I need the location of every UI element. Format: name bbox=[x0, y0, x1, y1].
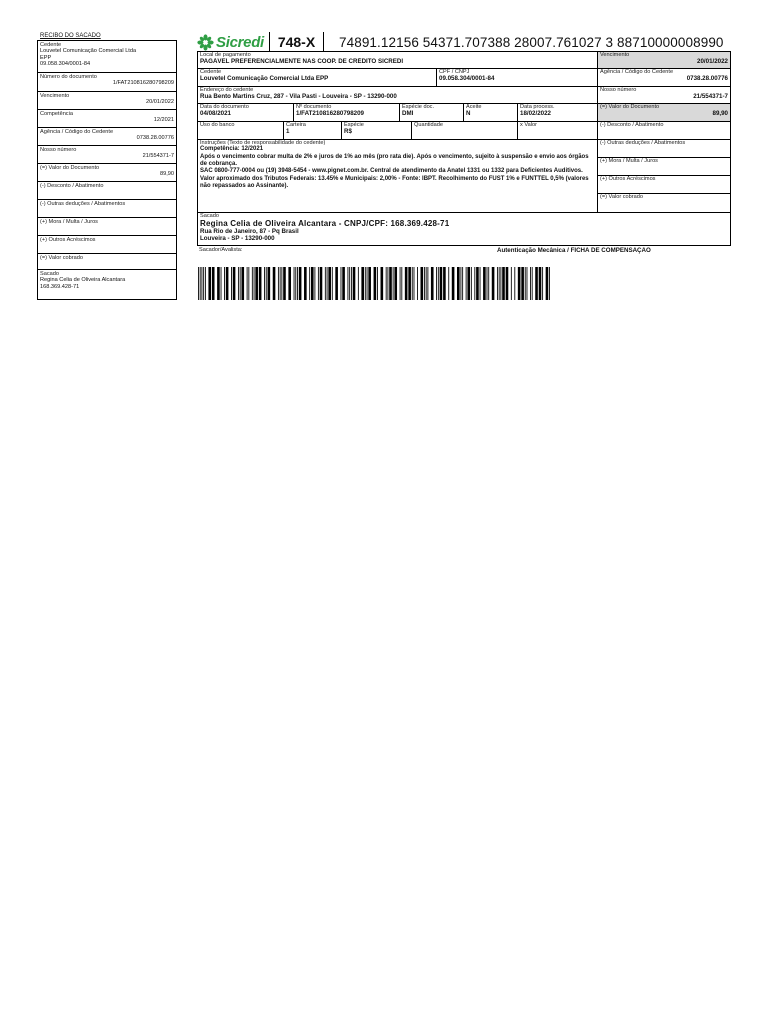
receipt-competencia bbox=[38, 110, 176, 128]
barcode-bar bbox=[295, 267, 296, 300]
barcode-bar bbox=[511, 267, 512, 300]
especie-label: Espécie bbox=[344, 122, 364, 128]
barcode-bar bbox=[514, 267, 515, 300]
barcode-bar bbox=[499, 267, 500, 300]
barcode-bar bbox=[502, 267, 505, 300]
barcode-bar bbox=[535, 267, 538, 300]
barcode-bar bbox=[351, 267, 352, 300]
barcode-bar bbox=[438, 267, 439, 300]
barcode-bar bbox=[539, 267, 542, 300]
data-processamento-value: 18/02/2022 bbox=[520, 110, 551, 118]
cpf-cnpj-cell bbox=[437, 69, 598, 86]
data-documento-cell bbox=[198, 104, 294, 121]
sacado-nome: Regina Celia de Oliveira Alcantara - CNPJ/CPF: 168.369.428-71 bbox=[200, 219, 450, 229]
barcode-bar bbox=[476, 267, 479, 300]
barcode-bar bbox=[318, 267, 319, 300]
barcode-bar bbox=[417, 267, 418, 300]
row-documento bbox=[198, 104, 730, 122]
barcode-bar bbox=[226, 267, 229, 300]
barcode-bar bbox=[221, 267, 222, 300]
barcode-bar bbox=[374, 267, 377, 300]
barcode-bar bbox=[248, 267, 249, 300]
row-cedente bbox=[198, 69, 730, 87]
barcode-bar bbox=[224, 267, 225, 300]
barcode-bar bbox=[460, 267, 461, 300]
especie-cell bbox=[342, 122, 412, 139]
barcode-bar bbox=[240, 267, 241, 300]
numero-documento-cell bbox=[294, 104, 400, 121]
barcode-bar bbox=[320, 267, 323, 300]
autenticacao-label: Autenticação Mecânica / FICHA DE COMPENSAÇÃO bbox=[497, 247, 651, 254]
barcode-bar bbox=[365, 267, 366, 300]
barcode-bar bbox=[521, 267, 524, 300]
barcode-bar bbox=[424, 267, 425, 300]
payment-slip bbox=[197, 32, 731, 255]
aceite-value: N bbox=[466, 110, 471, 118]
barcode-bar bbox=[386, 267, 387, 300]
receipt-valor-documento-label: (=) Valor do Documento bbox=[40, 165, 100, 171]
endereco-label: Endereço do cedente bbox=[200, 87, 254, 93]
barcode-bar bbox=[255, 267, 258, 300]
barcode-bar bbox=[389, 267, 392, 300]
barcode-bar bbox=[492, 267, 495, 300]
barcode-bar bbox=[530, 267, 531, 300]
barcode-bar bbox=[347, 267, 348, 300]
row-endereco bbox=[198, 87, 730, 104]
barcode-bar bbox=[278, 267, 279, 300]
barcode-bar bbox=[252, 267, 253, 300]
cedente-value: Louvetel Comunicação Comercial Ltda EPP bbox=[200, 75, 329, 83]
x-valor-label: x Valor bbox=[520, 122, 537, 128]
barcode-bar bbox=[542, 267, 543, 300]
barcode-bar bbox=[527, 267, 528, 300]
data-processamento-cell bbox=[518, 104, 598, 121]
valor-cobrado-label: (=) Valor cobrado bbox=[600, 194, 643, 200]
barcode-bar bbox=[203, 267, 204, 300]
barcode-bar bbox=[546, 267, 549, 300]
barcode-bar bbox=[311, 267, 314, 300]
receipt-title: RECIBO DO SACADO bbox=[40, 33, 101, 39]
quantidade-label: Quantidade bbox=[414, 122, 443, 128]
barcode-bar bbox=[259, 267, 262, 300]
receipt-valor-documento bbox=[38, 164, 176, 182]
receipt-stub bbox=[37, 32, 177, 300]
barcode-bar bbox=[309, 267, 310, 300]
barcode-bar bbox=[231, 267, 232, 300]
carteira-value: 1 bbox=[286, 128, 290, 136]
outras-deducoes-cell bbox=[598, 140, 730, 158]
especie-value: R$ bbox=[344, 128, 352, 136]
barcode-bar bbox=[304, 267, 307, 300]
barcode-bar bbox=[487, 267, 488, 300]
agencia-value: 0738.28.00776 bbox=[686, 75, 728, 83]
vencimento-label: Vencimento bbox=[600, 52, 630, 58]
outras-deducoes-label: (-) Outras deduções / Abatimentos bbox=[600, 140, 686, 146]
receipt-cedente-label: Cedente bbox=[40, 42, 62, 48]
receipt-cedente-line: 09.058.304/0001-84 bbox=[40, 61, 91, 68]
barcode-bar bbox=[474, 267, 475, 300]
aceite-label: Aceite bbox=[466, 104, 482, 110]
receipt-outras-deducoes-label: (-) Outras deduções / Abatimentos bbox=[40, 201, 126, 207]
sicredi-logo bbox=[197, 33, 264, 51]
receipt-agencia bbox=[38, 128, 176, 146]
outros-acrescimos-cell bbox=[598, 176, 730, 194]
sacado-endereco-2: Louveira - SP - 13290-000 bbox=[200, 235, 275, 243]
receipt-sacado-label: Sacado bbox=[40, 271, 59, 277]
barcode-bar bbox=[212, 267, 215, 300]
vencimento-cell bbox=[598, 52, 730, 68]
barcode-bar bbox=[314, 267, 315, 300]
barcode-bar bbox=[335, 267, 338, 300]
barcode-bar bbox=[440, 267, 443, 300]
slip-header bbox=[197, 32, 731, 52]
carteira-cell bbox=[284, 122, 342, 139]
barcode-bar bbox=[325, 267, 326, 300]
receipt-competencia-value: 12/2021 bbox=[153, 117, 174, 124]
uso-banco-cell bbox=[198, 122, 284, 139]
barcode-bar bbox=[266, 267, 267, 300]
barcode-bar bbox=[462, 267, 463, 300]
receipt-nosso-numero-value: 21/554371-7 bbox=[142, 153, 174, 160]
barcode-bar bbox=[401, 267, 402, 300]
barcode-bar bbox=[488, 267, 489, 300]
data-processamento-label: Data process. bbox=[520, 104, 555, 110]
barcode-bar bbox=[198, 267, 199, 300]
receipt-outros-acrescimos-label: (+) Outros Acréscimos bbox=[40, 237, 96, 243]
barcode-bar bbox=[405, 267, 408, 300]
receipt-desconto-label: (-) Desconto / Abatimento bbox=[40, 183, 104, 189]
barcode-bar bbox=[208, 267, 211, 300]
receipt-sacado bbox=[38, 270, 176, 299]
quantidade-cell bbox=[412, 122, 518, 139]
cedente-cell bbox=[198, 69, 437, 86]
receipt-cedente-line: EPP bbox=[40, 54, 52, 61]
barcode-bar bbox=[233, 267, 236, 300]
receipt-numero-documento-label: Número do documento bbox=[40, 74, 97, 80]
numero-documento-label: Nº documento bbox=[296, 104, 332, 110]
receipt-mora-label: (+) Mora / Multa / Juros bbox=[40, 219, 98, 225]
row-uso-banco bbox=[198, 122, 730, 140]
barcode-bar bbox=[483, 267, 486, 300]
sacado-label: Sacado bbox=[200, 213, 219, 219]
barcode-bar bbox=[436, 267, 437, 300]
receipt-competencia-label: Competência bbox=[40, 111, 73, 117]
barcode-bar bbox=[299, 267, 302, 300]
barcode bbox=[198, 267, 550, 300]
barcode-bar bbox=[408, 267, 411, 300]
instrucoes-cell bbox=[198, 140, 598, 212]
digitable-line: 74891.12156 54371.707388 28007.761027 3 88710000008990 bbox=[339, 35, 724, 50]
barcode-bar bbox=[368, 267, 371, 300]
barcode-bar bbox=[400, 267, 401, 300]
desconto-label: (-) Desconto / Abatimento bbox=[600, 122, 664, 128]
barcode-bar bbox=[332, 267, 333, 300]
barcode-bar bbox=[268, 267, 271, 300]
desconto-cell bbox=[598, 122, 730, 139]
receipt-desconto bbox=[38, 182, 176, 200]
aceite-cell bbox=[464, 104, 518, 121]
receipt-agencia-value: 0738.28.00776 bbox=[136, 135, 174, 142]
receipt-nosso-numero-label: Nosso número bbox=[40, 147, 77, 153]
barcode-bar bbox=[466, 267, 467, 300]
barcode-bar bbox=[381, 267, 384, 300]
cpf-cnpj-label: CPF / CNPJ bbox=[439, 69, 470, 75]
barcode-bar bbox=[294, 267, 295, 300]
barcode-bar bbox=[394, 267, 397, 300]
local-pagamento-cell bbox=[198, 52, 598, 68]
barcode-bar bbox=[280, 267, 281, 300]
agencia-label: Agência / Código do Cedente bbox=[600, 69, 674, 75]
slip-grid bbox=[197, 52, 731, 246]
receipt-valor-cobrado-label: (=) Valor cobrado bbox=[40, 255, 83, 261]
carteira-label: Carteira bbox=[286, 122, 306, 128]
sicredi-logo-text: Sicredi bbox=[216, 33, 264, 51]
receipt-cedente-line: Louvetel Comunicação Comercial Ltda bbox=[40, 48, 137, 55]
valor-documento-label: (=) Valor do Documento bbox=[600, 104, 660, 110]
instrucoes-text: Competência: 12/2021 Após o vencimento cobrar multa de 2% e juros de 1% ao mês (pro rata die). Após o vencimento, sujeito à suspensão e envio aos órgãos de cobrança. SAC 0800-777-0004 ou (19) 3948-5454 - www.pignet.com.br. Central de atendimento da Anatel 1331 ou 1332 para Deficientes Auditivos. Valor aproximado dos Tributos Federais: 13.45% e Municipais: 2,00% - Fonte: IBPT. Recolhimento do FUST 1% e FUNTTEL 0,5% (valores não repassados ao Assinante). bbox=[200, 146, 589, 189]
receipt-vencimento bbox=[38, 92, 176, 110]
mora-label: (+) Mora / Multa / Juros bbox=[600, 158, 658, 164]
barcode-bar bbox=[200, 267, 201, 300]
barcode-bar bbox=[328, 267, 331, 300]
receipt-nosso-numero bbox=[38, 146, 176, 164]
barcode-bar bbox=[377, 267, 378, 300]
barcode-bar bbox=[201, 267, 202, 300]
receipt-cedente bbox=[38, 41, 176, 73]
instrucoes-label: Instruções (Texto de responsabilidade do cedente) bbox=[200, 140, 326, 146]
receipt-numero-documento-value: 1/FAT210816280798209 bbox=[112, 80, 174, 87]
nosso-numero-label: Nosso número bbox=[600, 87, 637, 93]
receipt-outras-deducoes bbox=[38, 200, 176, 218]
receipt-box bbox=[37, 40, 177, 300]
nosso-numero-cell bbox=[598, 87, 730, 103]
barcode-bar bbox=[497, 267, 498, 300]
barcode-bar bbox=[241, 267, 244, 300]
especie-doc-value: DMI bbox=[402, 110, 414, 118]
barcode-bar bbox=[283, 267, 286, 300]
barcode-bar bbox=[205, 267, 206, 300]
x-valor-cell bbox=[518, 122, 598, 139]
barcode-bar bbox=[457, 267, 460, 300]
barcode-bar bbox=[506, 267, 509, 300]
receipt-vencimento-label: Vencimento bbox=[40, 93, 70, 99]
barcode-bar bbox=[387, 267, 388, 300]
bank-code: 748-X bbox=[269, 32, 324, 52]
mora-cell bbox=[598, 158, 730, 176]
receipt-vencimento-value: 20/01/2022 bbox=[146, 99, 174, 106]
sacado-endereco-1: Rua Rio de Janeiro, 87 - Pq Brasil bbox=[200, 228, 299, 236]
barcode-bar bbox=[341, 267, 342, 300]
barcode-bar bbox=[525, 267, 526, 300]
especie-doc-label: Espécie doc. bbox=[402, 104, 435, 110]
barcode-bar bbox=[471, 267, 472, 300]
receipt-agencia-label: Agência / Código do Cedente bbox=[40, 129, 114, 135]
barcode-bar bbox=[500, 267, 501, 300]
barcode-bar bbox=[273, 267, 276, 300]
barcode-bar bbox=[264, 267, 265, 300]
barcode-bar bbox=[412, 267, 413, 300]
barcode-bar bbox=[288, 267, 291, 300]
data-documento-value: 04/08/2021 bbox=[200, 110, 231, 118]
row-sacado bbox=[198, 213, 730, 246]
barcode-bar bbox=[518, 267, 521, 300]
receipt-valor-documento-value: 89,90 bbox=[160, 171, 174, 178]
barcode-bar bbox=[342, 267, 345, 300]
barcode-bar bbox=[238, 267, 239, 300]
barcode-bar bbox=[480, 267, 481, 300]
barcode-bar bbox=[452, 267, 455, 300]
barcode-bar bbox=[414, 267, 415, 300]
barcode-bar bbox=[467, 267, 470, 300]
barcode-bar bbox=[420, 267, 423, 300]
endereco-value: Rua Bento Martins Cruz, 287 - Vila Pasti - Louveira - SP - 13290-000 bbox=[200, 93, 397, 101]
barcode-bar bbox=[254, 267, 255, 300]
receipt-sacado-line: 168.369.428-71 bbox=[40, 283, 80, 290]
barcode-bar bbox=[281, 267, 282, 300]
sacador-label: Sacador/Avalista: bbox=[199, 247, 243, 253]
barcode-bar bbox=[327, 267, 328, 300]
barcode-bar bbox=[427, 267, 428, 300]
barcode-bar bbox=[448, 267, 449, 300]
sicredi-logo-icon bbox=[197, 34, 214, 51]
nosso-numero-value: 21/554371-7 bbox=[693, 93, 728, 101]
receipt-outros-acrescimos bbox=[38, 236, 176, 254]
local-pagamento-value: PAGÁVEL PREFERENCIALMENTE NAS COOP. DE CRÉDITO SICREDI bbox=[200, 58, 404, 66]
barcode-bar bbox=[393, 267, 394, 300]
numero-documento-value: 1/FAT210816280798209 bbox=[296, 110, 365, 118]
row-instrucoes bbox=[198, 140, 730, 213]
receipt-sacado-line: Regina Celia de Oliveira Alcantara bbox=[40, 277, 126, 284]
cpf-cnpj-value: 09.058.304/0001-84 bbox=[439, 75, 495, 83]
sacador-row bbox=[197, 246, 731, 255]
receipt-valor-cobrado bbox=[38, 254, 176, 270]
data-documento-label: Data do documento bbox=[200, 104, 249, 110]
outros-acrescimos-label: (+) Outros Acréscimos bbox=[600, 176, 656, 182]
barcode-bar bbox=[443, 267, 446, 300]
especie-doc-cell bbox=[400, 104, 464, 121]
agencia-cell bbox=[598, 69, 730, 86]
receipt-numero-documento bbox=[38, 73, 176, 92]
barcode-bar bbox=[532, 267, 533, 300]
barcode-bar bbox=[247, 267, 248, 300]
barcode-bar bbox=[358, 267, 359, 300]
barcode-bar bbox=[549, 267, 550, 300]
valor-documento-value: 89,90 bbox=[712, 110, 728, 118]
cedente-label: Cedente bbox=[200, 69, 222, 75]
receipt-mora bbox=[38, 218, 176, 236]
barcode-bar bbox=[426, 267, 427, 300]
barcode-bar bbox=[431, 267, 434, 300]
barcode-bar bbox=[217, 267, 220, 300]
barcode-bar bbox=[353, 267, 356, 300]
barcode-bar bbox=[297, 267, 298, 300]
vencimento-value: 20/01/2022 bbox=[697, 58, 728, 66]
barcode-bar bbox=[367, 267, 368, 300]
barcode-bar bbox=[361, 267, 364, 300]
local-pagamento-label: Local de pagamento bbox=[200, 52, 251, 58]
valor-cobrado-cell bbox=[598, 194, 730, 212]
deductions-column bbox=[598, 140, 730, 212]
barcode-bar bbox=[349, 267, 350, 300]
valor-documento-cell bbox=[598, 104, 730, 121]
row-local-pagamento bbox=[198, 52, 730, 69]
endereco-cell bbox=[198, 87, 598, 103]
uso-banco-label: Uso do banco bbox=[200, 122, 235, 128]
